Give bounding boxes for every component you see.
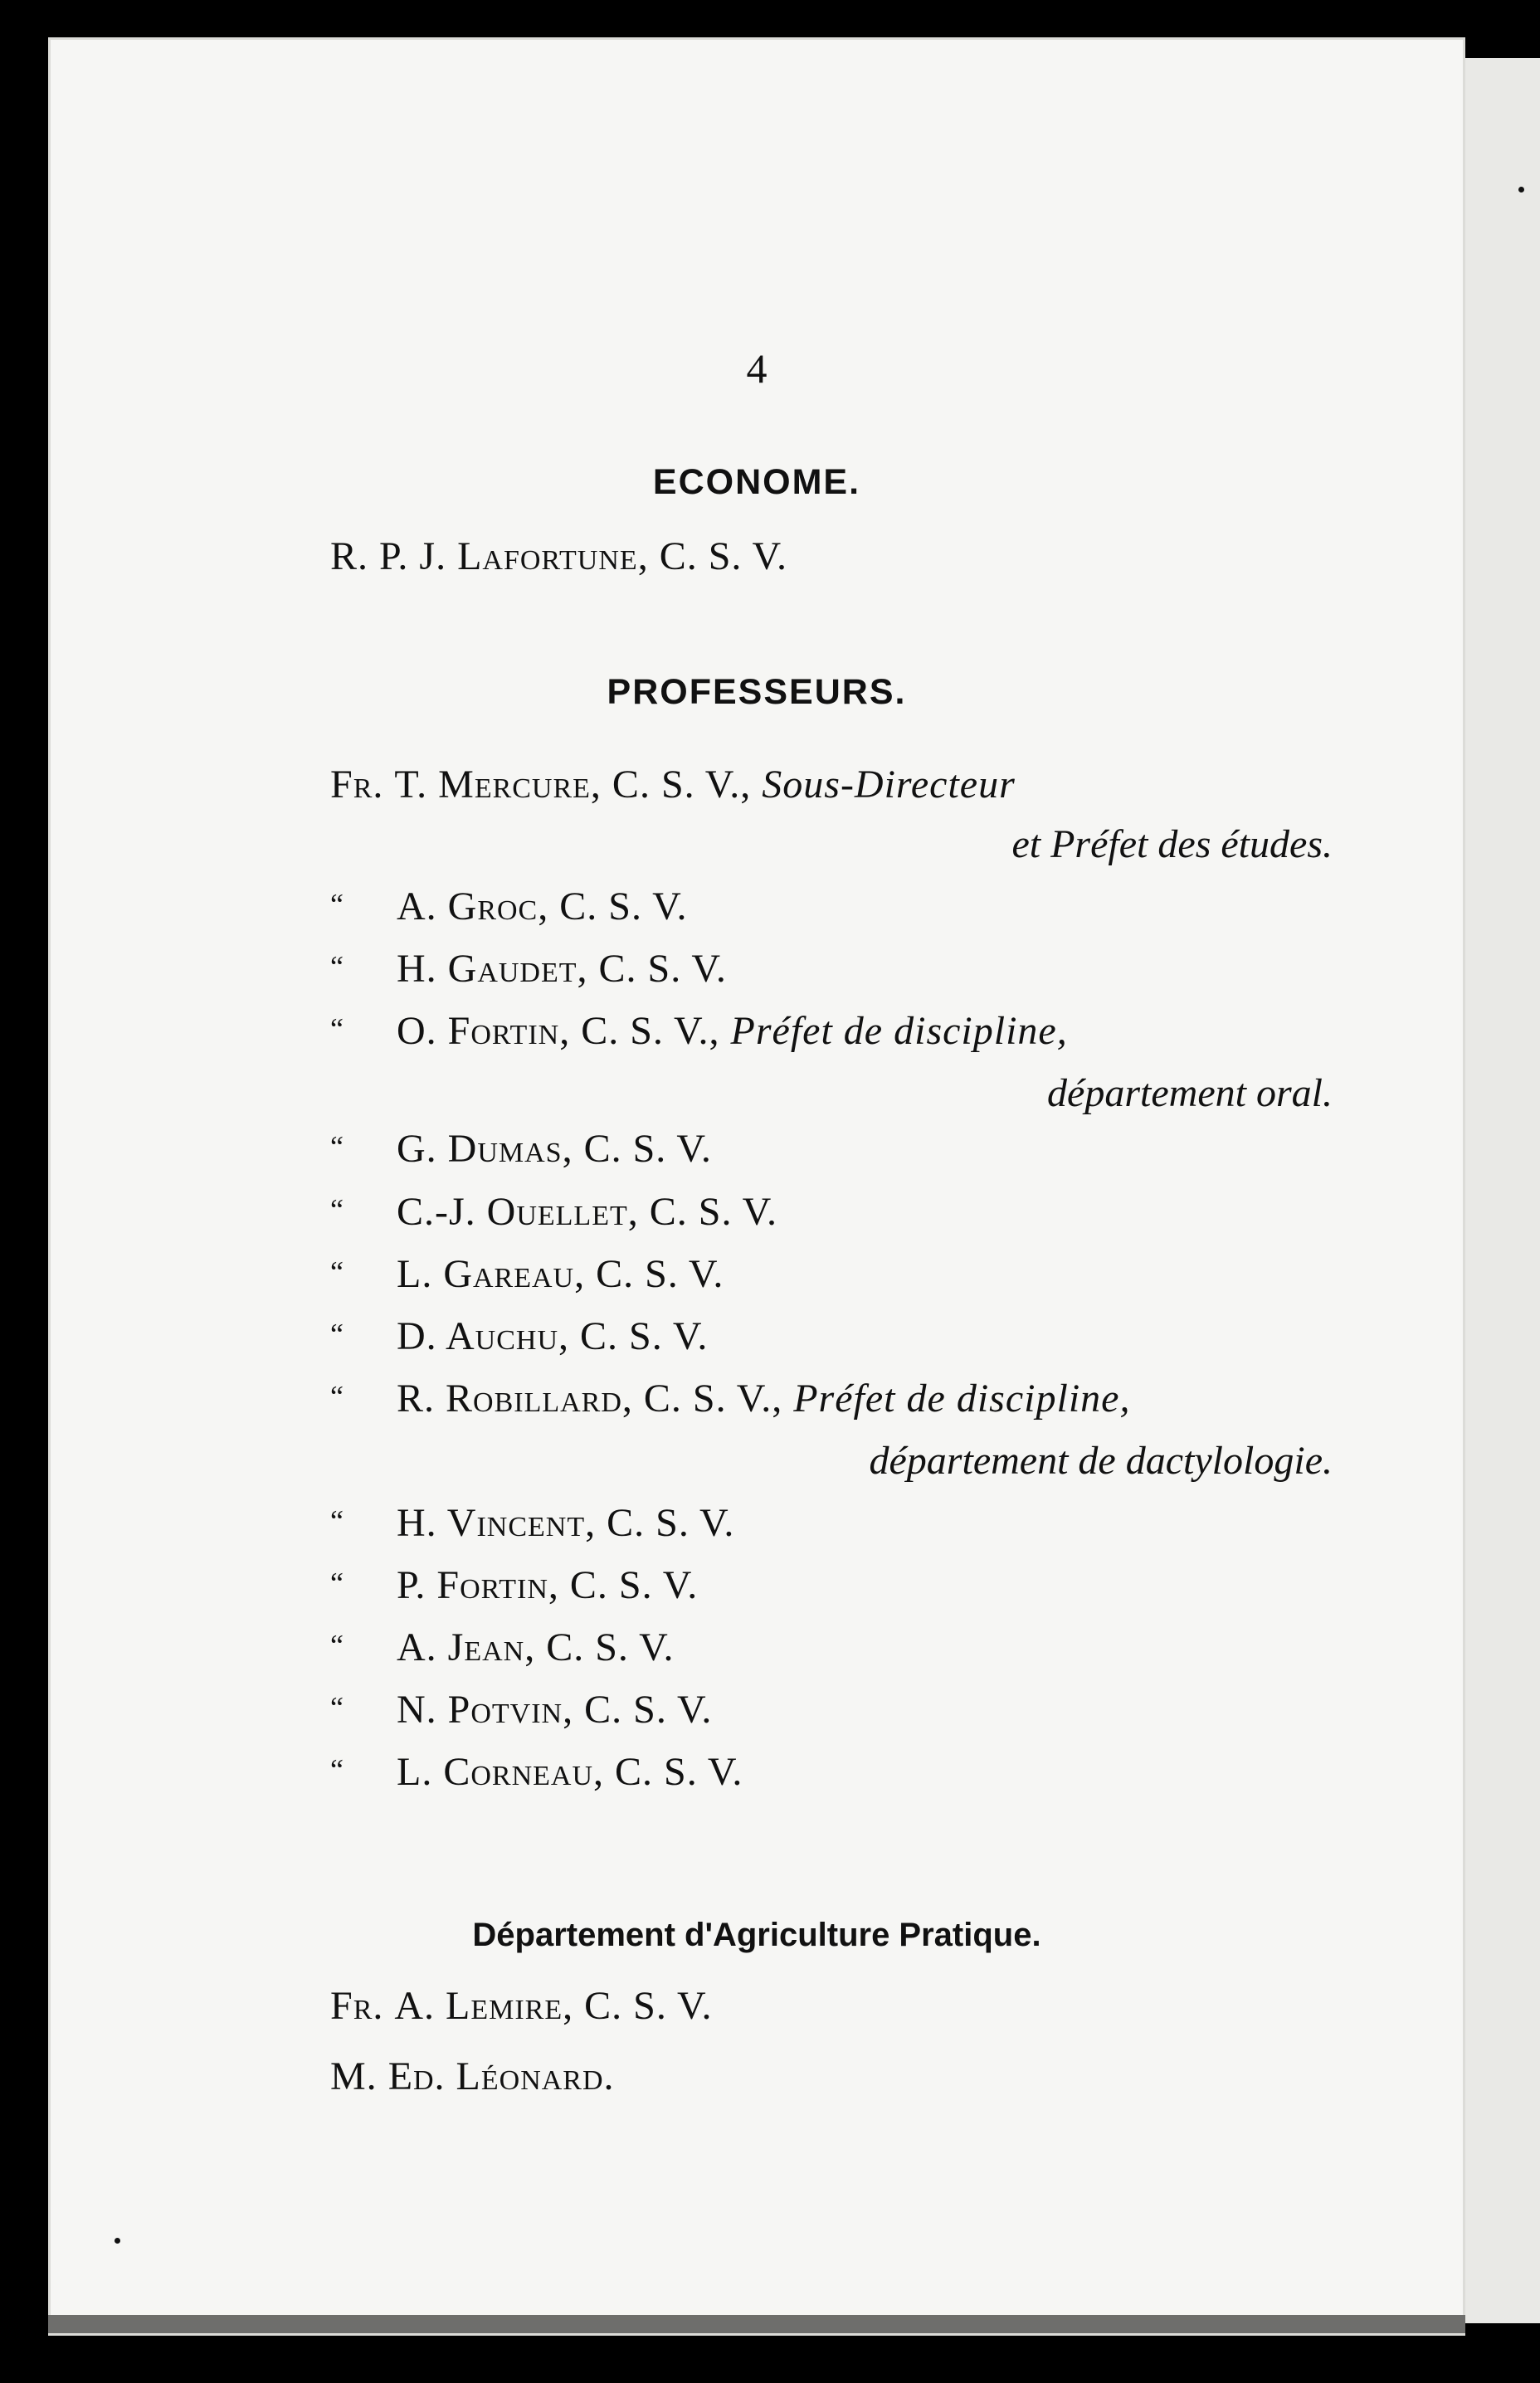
entry-prefix: Fr. <box>330 763 384 807</box>
entry-name: H. Gaudet, C. S. V. <box>397 947 727 991</box>
ditto-mark: “ <box>330 1130 344 1163</box>
entry-name: A. Groc, C. S. V. <box>397 884 688 928</box>
paper-speck <box>1518 187 1524 192</box>
entry-name: Ed. Léonard. <box>387 2054 615 2098</box>
ditto-mark: “ <box>330 1753 344 1786</box>
entry-name: C.-J. Ouellet, C. S. V. <box>397 1190 778 1234</box>
list-item <box>330 1625 675 1670</box>
entry-name: G. Dumas, C. S. V. <box>397 1127 712 1171</box>
list-item <box>330 1008 1068 1054</box>
ditto-mark: “ <box>330 1504 344 1537</box>
list-item <box>330 946 727 992</box>
entry-prefix: Fr. <box>330 1984 384 2028</box>
entry-name: P. Fortin, C. S. V. <box>397 1563 699 1607</box>
ditto-mark: “ <box>330 1691 344 1724</box>
list-item <box>330 1687 712 1732</box>
entry-name: R. Robillard, C. S. V., <box>397 1377 783 1421</box>
list-item <box>330 1983 712 2029</box>
entry-role: Sous-Directeur <box>762 763 1016 807</box>
econome-heading: ECONOME. <box>652 462 861 502</box>
entry-name: T. Mercure, C. S. V., <box>394 763 752 807</box>
list-item <box>330 2054 615 2099</box>
entry-role-continued: et Préfet des études. <box>1011 822 1333 866</box>
ditto-mark: “ <box>330 1193 344 1226</box>
entry-role-continued: département de dactylologie. <box>869 1439 1333 1483</box>
list-item <box>330 1749 743 1795</box>
ditto-mark: “ <box>330 888 344 921</box>
ditto-mark: “ <box>330 1318 344 1351</box>
entry-name: L. Corneau, C. S. V. <box>397 1750 743 1794</box>
entry-prefix: M. <box>330 2054 378 2098</box>
list-item <box>330 1126 712 1172</box>
entry-name: H. Vincent, C. S. V. <box>397 1501 735 1545</box>
entry-role-continued: département oral. <box>1047 1071 1333 1115</box>
econome-name: R. P. J. Lafortune, C. S. V. <box>330 534 788 578</box>
list-item <box>330 1313 708 1359</box>
list-item <box>330 762 1016 807</box>
agriculture-heading: Département d'Agriculture Pratique. <box>472 1917 1041 1953</box>
page-bottom-shadow <box>48 2315 1465 2333</box>
list-item <box>330 1189 777 1235</box>
entry-name: A. Jean, C. S. V. <box>397 1625 675 1669</box>
entry-name: N. Potvin, C. S. V. <box>397 1688 713 1732</box>
list-item <box>330 1500 734 1546</box>
ditto-mark: “ <box>330 1255 344 1289</box>
list-item <box>330 1251 724 1297</box>
page-number: 4 <box>746 345 768 392</box>
next-page-edge <box>1465 58 1540 2323</box>
professeurs-heading: PROFESSEURS. <box>607 672 907 712</box>
entry-name: D. Auchu, C. S. V. <box>397 1314 709 1358</box>
entry-role: Préfet de discipline, <box>793 1377 1131 1421</box>
page-content <box>48 37 1465 2336</box>
ditto-mark: “ <box>330 1567 344 1600</box>
ditto-mark: “ <box>330 950 344 983</box>
ditto-mark: “ <box>330 1012 344 1045</box>
list-item <box>330 1376 1130 1421</box>
ditto-mark: “ <box>330 1380 344 1413</box>
document-page <box>48 37 1465 2336</box>
entry-name: A. Lemire, C. S. V. <box>394 1984 713 2028</box>
list-item <box>330 1562 698 1608</box>
entry-role: Préfet de discipline, <box>730 1009 1068 1053</box>
paper-speck <box>115 2238 120 2244</box>
entry-name: O. Fortin, C. S. V., <box>397 1009 720 1053</box>
ditto-mark: “ <box>330 1629 344 1662</box>
entry-name: L. Gareau, C. S. V. <box>397 1252 724 1296</box>
list-item <box>330 884 688 929</box>
